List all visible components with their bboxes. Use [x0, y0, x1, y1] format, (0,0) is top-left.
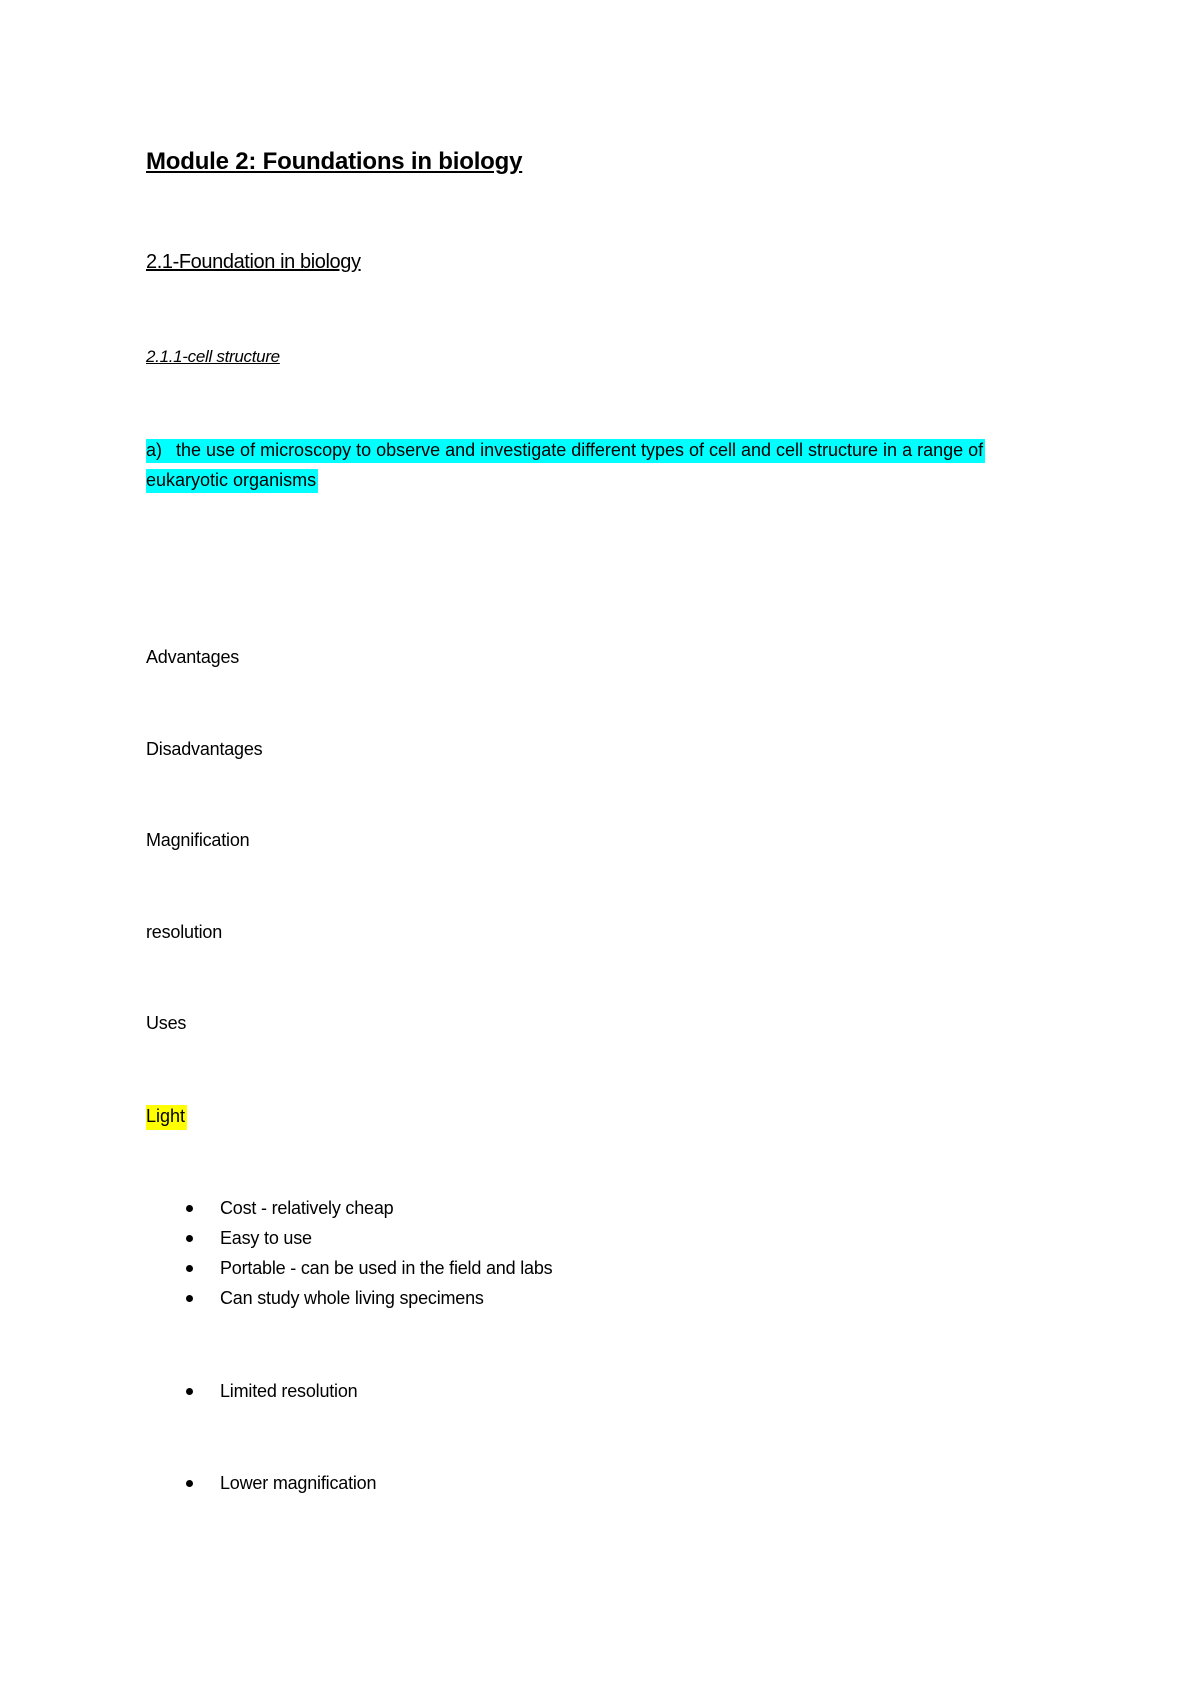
- microscope-type-label: Light: [146, 1105, 187, 1130]
- list-item: [146, 1283, 552, 1313]
- bullet-dot-icon: [186, 1235, 193, 1242]
- spec-point-text: the use of microscopy to observe and investigate different types of cell and cell structure in a range of eukaryotic organisms: [146, 440, 984, 490]
- spec-point-marker: a): [146, 440, 163, 460]
- bullet-dot-icon: [186, 1480, 193, 1487]
- page-title: Module 2: Foundations in biology: [146, 148, 523, 175]
- label-magnification: Magnification: [146, 830, 250, 850]
- list-item: [146, 1376, 357, 1406]
- spec-point-highlight: [146, 439, 985, 493]
- label-uses: Uses: [146, 1013, 187, 1033]
- list-item: [146, 1253, 552, 1283]
- bullet-dot-icon: [186, 1295, 193, 1302]
- list-item: [146, 1193, 552, 1223]
- list-item-text: Portable - can be used in the field and labs: [220, 1258, 553, 1278]
- subsection-heading: 2.1.1-cell structure: [146, 347, 280, 366]
- specification-point: [146, 435, 1026, 495]
- list-item-text: Easy to use: [220, 1228, 312, 1248]
- list-item-text: Can study whole living specimens: [220, 1288, 484, 1308]
- advantages-list: [146, 1193, 552, 1313]
- label-advantages: Advantages: [146, 647, 240, 667]
- disadvantages-list-resolution: [146, 1376, 357, 1406]
- list-item-text: Cost - relatively cheap: [220, 1198, 394, 1218]
- label-disadvantages: Disadvantages: [146, 739, 263, 759]
- label-resolution: resolution: [146, 922, 223, 942]
- list-item-text: Lower magnification: [220, 1473, 377, 1493]
- list-item-text: Limited resolution: [220, 1381, 358, 1401]
- bullet-dot-icon: [186, 1265, 193, 1272]
- list-item: [146, 1468, 376, 1498]
- disadvantages-list-magnification: [146, 1468, 376, 1498]
- bullet-dot-icon: [186, 1388, 193, 1395]
- list-item: [146, 1223, 552, 1253]
- section-heading: 2.1-Foundation in biology: [146, 251, 361, 273]
- bullet-dot-icon: [186, 1205, 193, 1212]
